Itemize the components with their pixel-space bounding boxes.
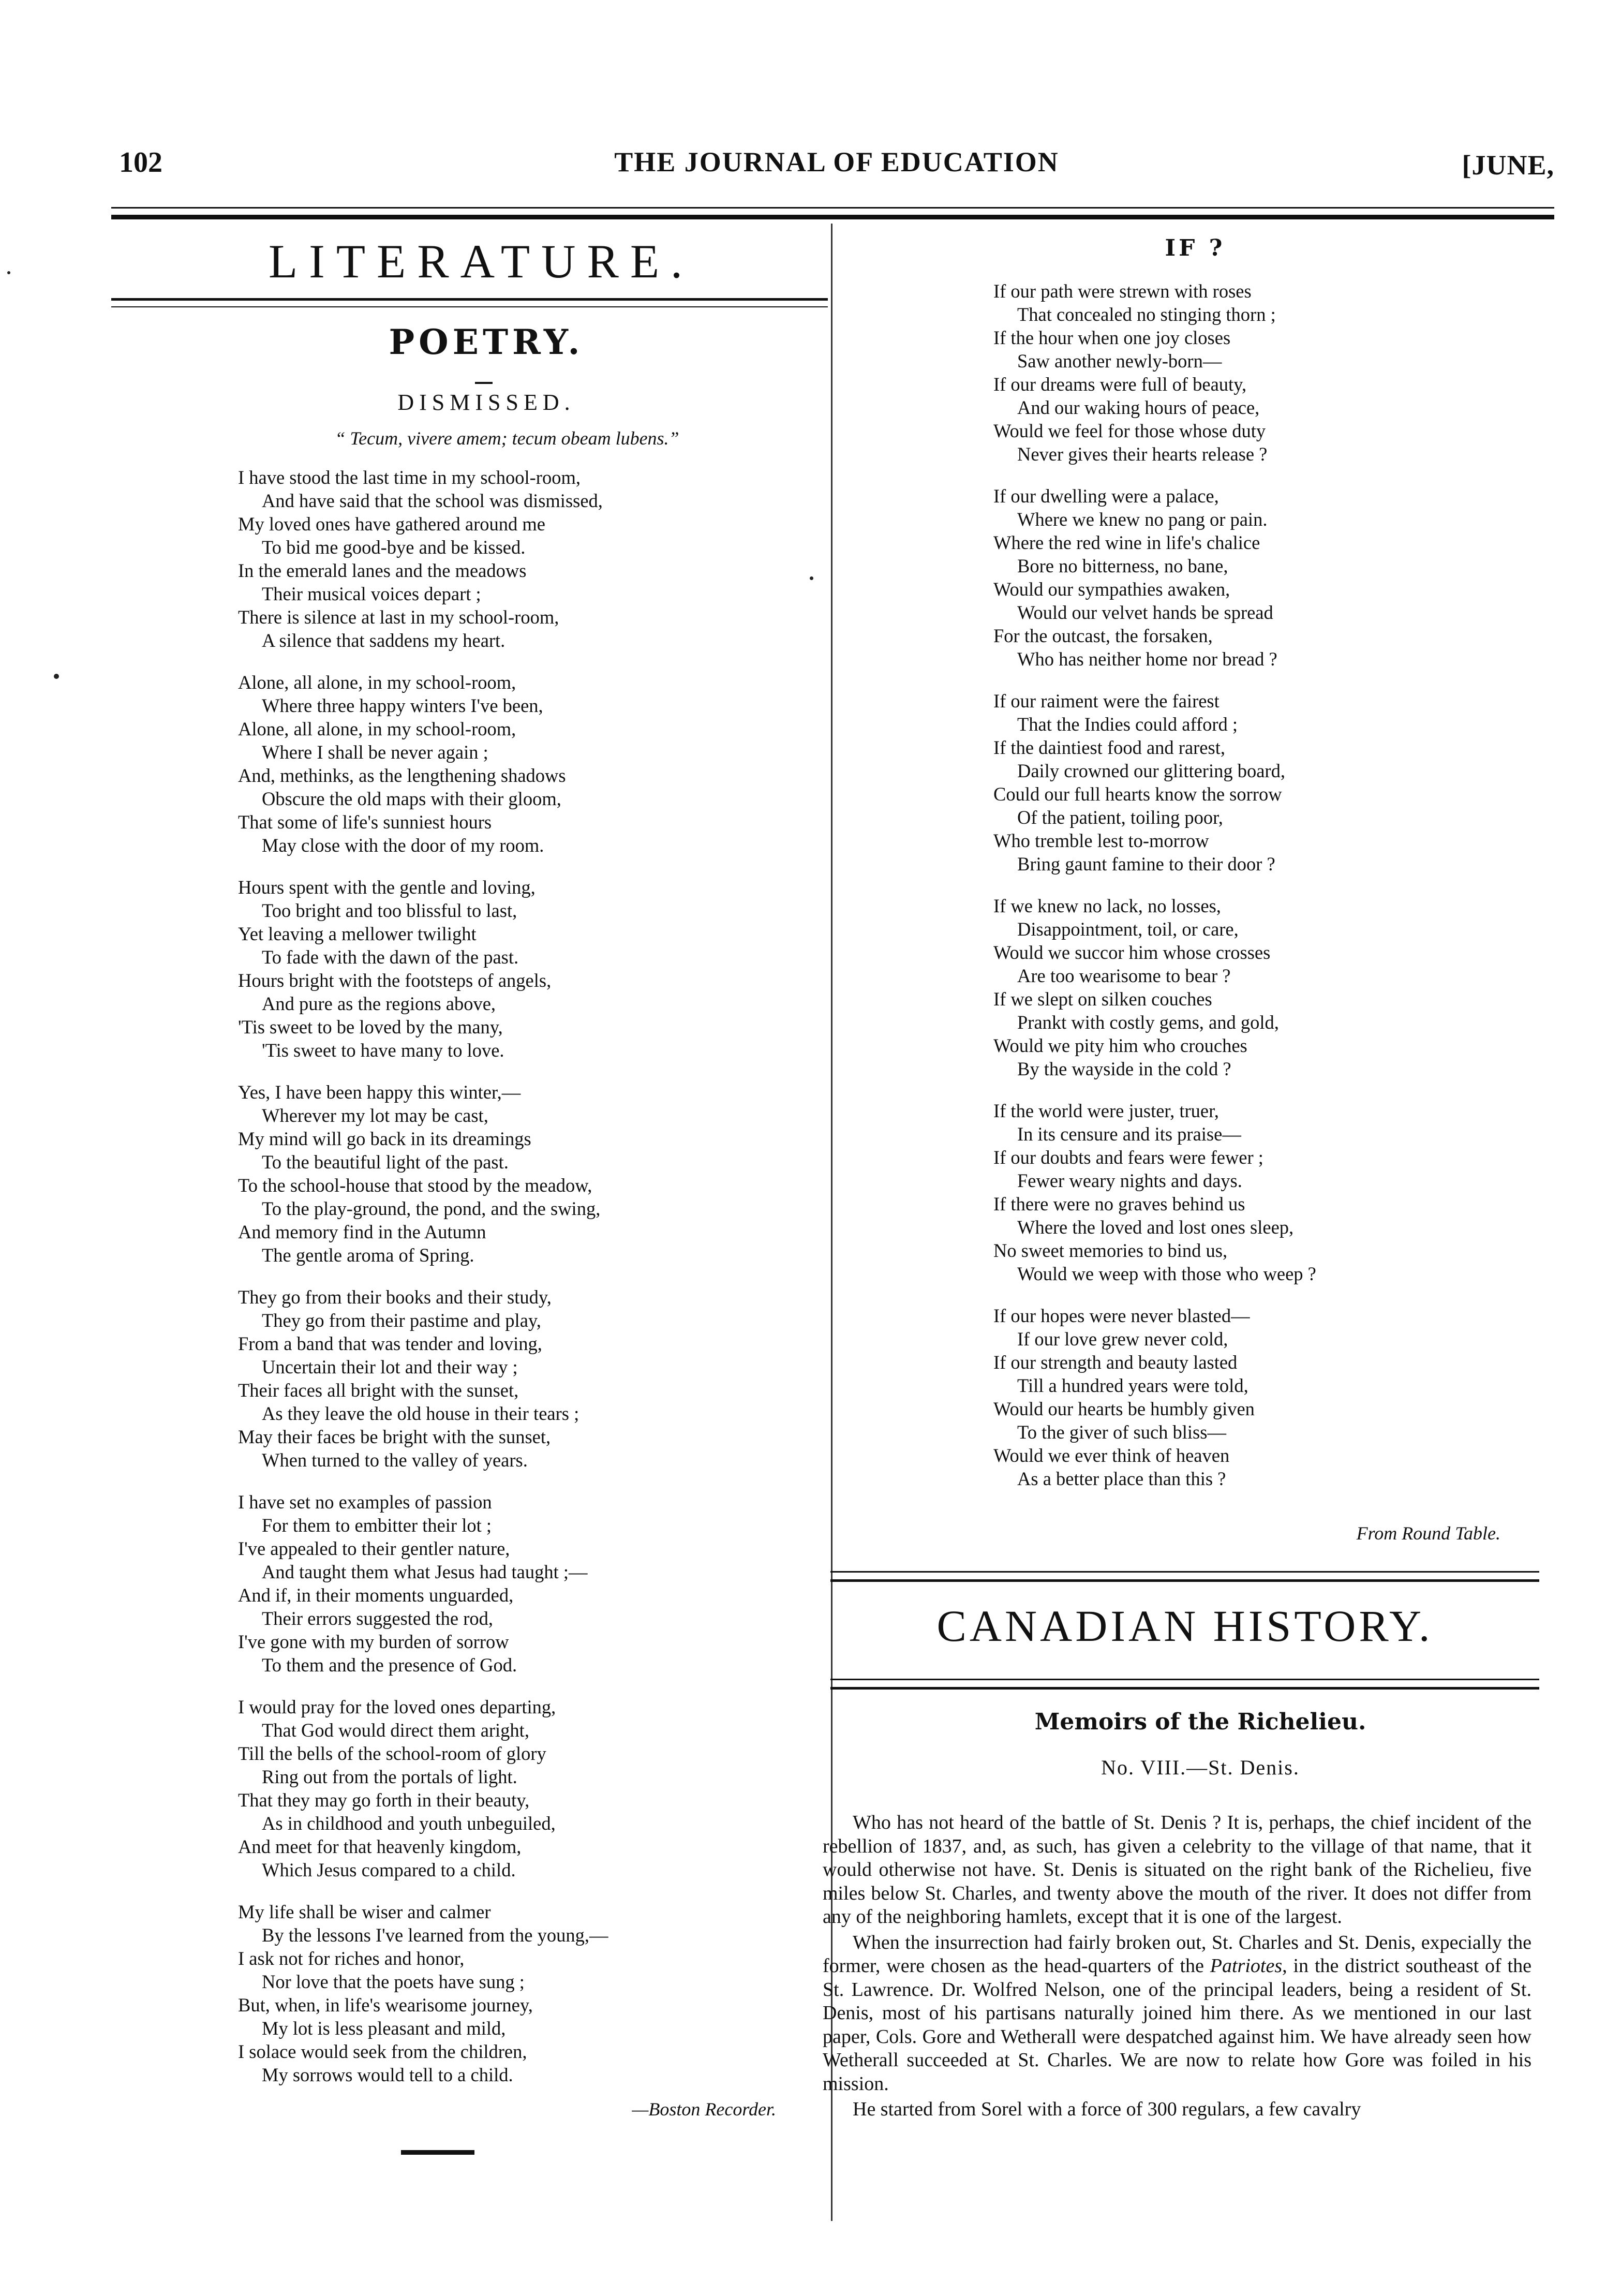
poem-line: When turned to the valley of years. bbox=[262, 1449, 528, 1471]
poem-line: If our hopes were never blasted— bbox=[993, 1305, 1250, 1326]
poem-line: Uncertain their lot and their way ; bbox=[262, 1356, 518, 1377]
poem-line: And taught them what Jesus had taught ;— bbox=[262, 1561, 588, 1582]
poem-line: And if, in their moments unguarded, bbox=[238, 1584, 514, 1606]
header-rule-thick bbox=[111, 215, 1554, 219]
poem-line: There is silence at last in my school-room, bbox=[238, 606, 559, 628]
poem-line: If we knew no lack, no losses, bbox=[993, 895, 1221, 916]
section-rule-bottom bbox=[830, 1679, 1539, 1680]
poem-if bbox=[993, 279, 1511, 1490]
journal-title: THE JOURNAL OF EDUCATION bbox=[614, 146, 1059, 177]
poem-line: I have set no examples of passion bbox=[238, 1491, 492, 1513]
poem-line: Where I shall be never again ; bbox=[262, 742, 488, 763]
poem-line: Hours spent with the gentle and loving, bbox=[238, 877, 536, 898]
italic-term: Patriotes bbox=[1210, 1955, 1283, 1977]
article-subtitle: No. VIII.—St. Denis. bbox=[1101, 1756, 1300, 1779]
poem-title-if: IF ? bbox=[1165, 235, 1226, 261]
poem-line: My sorrows would tell to a child. bbox=[262, 2064, 513, 2085]
poem-line: Who tremble lest to-morrow bbox=[993, 830, 1209, 851]
poem-line: Nor love that the poets have sung ; bbox=[262, 1971, 525, 1992]
poem-line: Hours bright with the footsteps of angels, bbox=[238, 970, 552, 991]
poem-line: As they leave the old house in their tears ; bbox=[262, 1403, 579, 1424]
poem-stanza bbox=[238, 1490, 797, 1677]
end-ornament: ▬▬▬▬▬ bbox=[401, 2141, 473, 2158]
poem-line: In the emerald lanes and the meadows bbox=[238, 560, 527, 581]
poem-stanza bbox=[238, 876, 797, 1062]
poem-epigraph: “ Tecum, vivere amem; tecum obeam lubens.” bbox=[335, 428, 679, 449]
section-rule bbox=[111, 298, 828, 301]
poem-line: From a band that was tender and loving, bbox=[238, 1333, 542, 1354]
poem-line: My loved ones have gathered around me bbox=[238, 513, 545, 535]
article-paragraph-1: Who has not heard of the battle of St. Denis ? It is, perhaps, the chief incident of the rebellion of 1837, and, as such, has given a celebrity to the village of that name, that it would otherwise not have. St. Denis is situated on the right bank of the Richelieu, five miles below St. Charles, and twenty above the mouth of the river. It does not differ from any of the neighboring hamlets, except that it is one of the largest. bbox=[823, 1812, 1531, 1928]
poem-line: If there were no graves behind us bbox=[993, 1193, 1245, 1214]
poem-line: That concealed no stinging thorn ; bbox=[1017, 304, 1276, 325]
poem-line: That God would direct them aright, bbox=[262, 1720, 529, 1741]
poem-line: My mind will go back in its dreamings bbox=[238, 1128, 531, 1149]
article-paragraph-3: He started from Sorel with a force of 300 regulars, a few cavalry bbox=[853, 2098, 1361, 2120]
poem-line: They go from their pastime and play, bbox=[262, 1310, 541, 1331]
poem-line: And our waking hours of peace, bbox=[1017, 397, 1260, 418]
poem-line: If our love grew never cold, bbox=[1017, 1328, 1228, 1350]
poem-stanza bbox=[238, 671, 797, 857]
poem-line: As in childhood and youth unbeguiled, bbox=[262, 1813, 556, 1834]
poem-line: Would we pity him who crouches bbox=[993, 1035, 1247, 1056]
poem-line: May close with the door of my room. bbox=[262, 835, 544, 856]
poem-line: Obscure the old maps with their gloom, bbox=[262, 788, 561, 809]
poem-line: Would we ever think of heaven bbox=[993, 1445, 1230, 1466]
poem-line: Prankt with costly gems, and gold, bbox=[1017, 1012, 1279, 1033]
poem-line: To them and the presence of God. bbox=[262, 1654, 517, 1676]
article-title: Memoirs of the Richelieu. bbox=[1034, 1709, 1366, 1735]
article-body bbox=[823, 1811, 1531, 2124]
title-dash bbox=[475, 382, 493, 384]
running-header bbox=[119, 146, 1554, 192]
poem-line: If the hour when one joy closes bbox=[993, 327, 1231, 348]
poem-attribution-round-table: From Round Table. bbox=[1356, 1523, 1500, 1544]
poem-line: The gentle aroma of Spring. bbox=[262, 1245, 474, 1266]
poem-line: Where three happy winters I've been, bbox=[262, 695, 543, 716]
poem-line: Would we feel for those whose duty bbox=[993, 420, 1266, 441]
poem-line: Fewer weary nights and days. bbox=[1017, 1170, 1242, 1191]
poem-line: May their faces be bright with the sunset, bbox=[238, 1426, 551, 1447]
poem-line: To bid me good-bye and be kissed. bbox=[262, 537, 526, 558]
poem-stanza bbox=[238, 1080, 797, 1267]
section-rule-bottom-thick bbox=[830, 1687, 1539, 1690]
poem-line: They go from their books and their study, bbox=[238, 1286, 552, 1308]
poem-line: Saw another newly-born— bbox=[1017, 350, 1222, 372]
poem-line: To the school-house that stood by the meadow, bbox=[238, 1175, 592, 1196]
poem-line: My lot is less pleasant and mild, bbox=[262, 2018, 506, 2039]
poem-stanza bbox=[238, 466, 797, 652]
poem-line: Yet leaving a mellower twilight bbox=[238, 923, 477, 944]
poem-dismissed bbox=[238, 466, 797, 2086]
poem-line: In its censure and its praise— bbox=[1017, 1123, 1241, 1145]
poem-line: Could our full hearts know the sorrow bbox=[993, 783, 1282, 805]
page-number: 102 bbox=[119, 146, 162, 179]
poem-line: My life shall be wiser and calmer bbox=[238, 1901, 491, 1922]
section-title-canadian-history: CANADIAN HISTORY. bbox=[936, 1601, 1433, 1651]
poem-line: And meet for that heavenly kingdom, bbox=[238, 1836, 522, 1857]
poem-line: That they may go forth in their beauty, bbox=[238, 1789, 530, 1811]
poem-line: And memory find in the Autumn bbox=[238, 1221, 486, 1242]
poem-stanza bbox=[993, 1304, 1511, 1490]
poem-line: Too bright and too blissful to last, bbox=[262, 900, 517, 921]
poem-line: A silence that saddens my heart. bbox=[262, 630, 505, 651]
poem-line: Where we knew no pang or pain. bbox=[1017, 509, 1268, 530]
poem-line: Who has neither home nor bread ? bbox=[1017, 648, 1277, 670]
poem-line: Bring gaunt famine to their door ? bbox=[1017, 853, 1275, 875]
poem-line: I've gone with my burden of sorrow bbox=[238, 1631, 509, 1652]
poem-line: If our dreams were full of beauty, bbox=[993, 374, 1247, 395]
poem-line: Which Jesus compared to a child. bbox=[262, 1859, 516, 1880]
poem-line: Would we succor him whose crosses bbox=[993, 942, 1271, 963]
poem-line: If our path were strewn with roses bbox=[993, 280, 1252, 302]
poem-stanza bbox=[238, 1900, 797, 2086]
poem-line: Yes, I have been happy this winter,— bbox=[238, 1082, 521, 1103]
poem-stanza bbox=[993, 279, 1511, 466]
poem-line: For the outcast, the forsaken, bbox=[993, 625, 1213, 646]
poem-line: If the world were juster, truer, bbox=[993, 1100, 1219, 1121]
poem-line: By the lessons I've learned from the young,— bbox=[262, 1924, 608, 1946]
poem-line: That some of life's sunniest hours bbox=[238, 811, 492, 833]
margin-speck bbox=[810, 576, 813, 580]
section-rule-top-thick bbox=[830, 1579, 1539, 1582]
poem-line: If our doubts and fears were fewer ; bbox=[993, 1147, 1263, 1168]
poem-line: For them to embitter their lot ; bbox=[262, 1515, 492, 1536]
section-rule-thin bbox=[111, 306, 828, 307]
poem-title-dismissed: DISMISSED. bbox=[397, 390, 575, 415]
poem-stanza bbox=[993, 1099, 1511, 1285]
poem-line: Never gives their hearts release ? bbox=[1017, 443, 1268, 465]
poem-line: Wherever my lot may be cast, bbox=[262, 1105, 488, 1126]
poem-line: Would we weep with those who weep ? bbox=[1017, 1263, 1316, 1284]
poem-line: Would our sympathies awaken, bbox=[993, 579, 1230, 600]
poem-line: I would pray for the loved ones departing, bbox=[238, 1696, 556, 1717]
poem-line: By the wayside in the cold ? bbox=[1017, 1058, 1231, 1079]
article-paragraph-2: When the insurrection had fairly broken out, St. Charles and St. Denis, expecially the former, were chosen as the head-quarters of the Patriotes, in the district southeast of the St. Lawrence. Dr. Wolfred Nelson, one of the principal leaders, being a resident of St. Denis, most of his partisans naturally joined him there. As we mentioned in our last paper, Cols. Gore and Wetherall were despatched against him. We have already seen how Wetherall succeeded at St. Charles. We are now to relate how Gore was foiled in his mission. bbox=[823, 1931, 1531, 2095]
poem-line: If our raiment were the fairest bbox=[993, 690, 1220, 712]
poem-line: If we slept on silken couches bbox=[993, 988, 1212, 1010]
poem-line: Daily crowned our glittering board, bbox=[1017, 760, 1285, 781]
poem-line: Alone, all alone, in my school-room, bbox=[238, 718, 516, 739]
poem-line: I solace would seek from the children, bbox=[238, 2041, 527, 2062]
margin-speck bbox=[7, 271, 10, 274]
poem-stanza bbox=[238, 1695, 797, 1882]
poem-line: To the play-ground, the pond, and the swing, bbox=[262, 1198, 601, 1219]
poem-line: Their errors suggested the rod, bbox=[262, 1608, 493, 1629]
poem-line: Alone, all alone, in my school-room, bbox=[238, 672, 516, 693]
poem-line: Where the red wine in life's chalice bbox=[993, 532, 1260, 553]
poem-line: As a better place than this ? bbox=[1017, 1468, 1226, 1489]
poem-line: Their faces all bright with the sunset, bbox=[238, 1380, 519, 1401]
poem-line: If our strength and beauty lasted bbox=[993, 1352, 1238, 1373]
poem-line: I've appealed to their gentler nature, bbox=[238, 1538, 510, 1559]
poem-line: Till a hundred years were told, bbox=[1017, 1375, 1248, 1396]
section-title-literature: LITERATURE. bbox=[268, 235, 694, 288]
poem-line: Ring out from the portals of light. bbox=[262, 1766, 517, 1787]
section-rule-top bbox=[830, 1571, 1539, 1573]
poem-line: And have said that the school was dismissed, bbox=[262, 490, 603, 511]
poem-line: Bore no bitterness, no bane, bbox=[1017, 555, 1228, 576]
poem-line: And pure as the regions above, bbox=[262, 993, 496, 1014]
poem-line: That the Indies could afford ; bbox=[1017, 714, 1238, 735]
poetry-heading: POETRY. bbox=[389, 322, 584, 362]
poem-line: To the giver of such bliss— bbox=[1017, 1421, 1226, 1443]
poem-line: I ask not for riches and honor, bbox=[238, 1948, 465, 1969]
poem-line: No sweet memories to bind us, bbox=[993, 1240, 1228, 1261]
poem-line: Their musical voices depart ; bbox=[262, 583, 481, 604]
poem-line: Would our velvet hands be spread bbox=[1017, 602, 1273, 623]
poem-line: 'Tis sweet to be loved by the many, bbox=[238, 1016, 503, 1038]
poem-line: If our dwelling were a palace, bbox=[993, 485, 1219, 507]
poem-line: But, when, in life's wearisome journey, bbox=[238, 1994, 533, 2016]
margin-speck bbox=[54, 674, 59, 679]
poem-line: If the daintiest food and rarest, bbox=[993, 737, 1225, 758]
poem-line: 'Tis sweet to have many to love. bbox=[262, 1040, 504, 1061]
issue-month: [JUNE, bbox=[1462, 150, 1554, 181]
poem-stanza bbox=[993, 689, 1511, 876]
poem-attribution-boston-recorder: —Boston Recorder. bbox=[632, 2099, 776, 2120]
poem-stanza bbox=[238, 1285, 797, 1472]
poem-stanza bbox=[993, 894, 1511, 1080]
header-rule bbox=[111, 207, 1554, 209]
poem-line: Where the loved and lost ones sleep, bbox=[1017, 1217, 1294, 1238]
poem-line: Of the patient, toiling poor, bbox=[1017, 807, 1223, 828]
poem-line: And, methinks, as the lengthening shadows bbox=[238, 765, 566, 786]
poem-line: Till the bells of the school-room of glory bbox=[238, 1743, 546, 1764]
poem-line: I have stood the last time in my school-room, bbox=[238, 467, 581, 488]
poem-line: To fade with the dawn of the past. bbox=[262, 946, 519, 968]
poem-line: Are too wearisome to bear ? bbox=[1017, 965, 1231, 986]
poem-line: Disappointment, toil, or care, bbox=[1017, 919, 1239, 940]
poem-line: Would our hearts be humbly given bbox=[993, 1398, 1255, 1419]
poem-line: To the beautiful light of the past. bbox=[262, 1151, 509, 1173]
poem-stanza bbox=[993, 484, 1511, 671]
